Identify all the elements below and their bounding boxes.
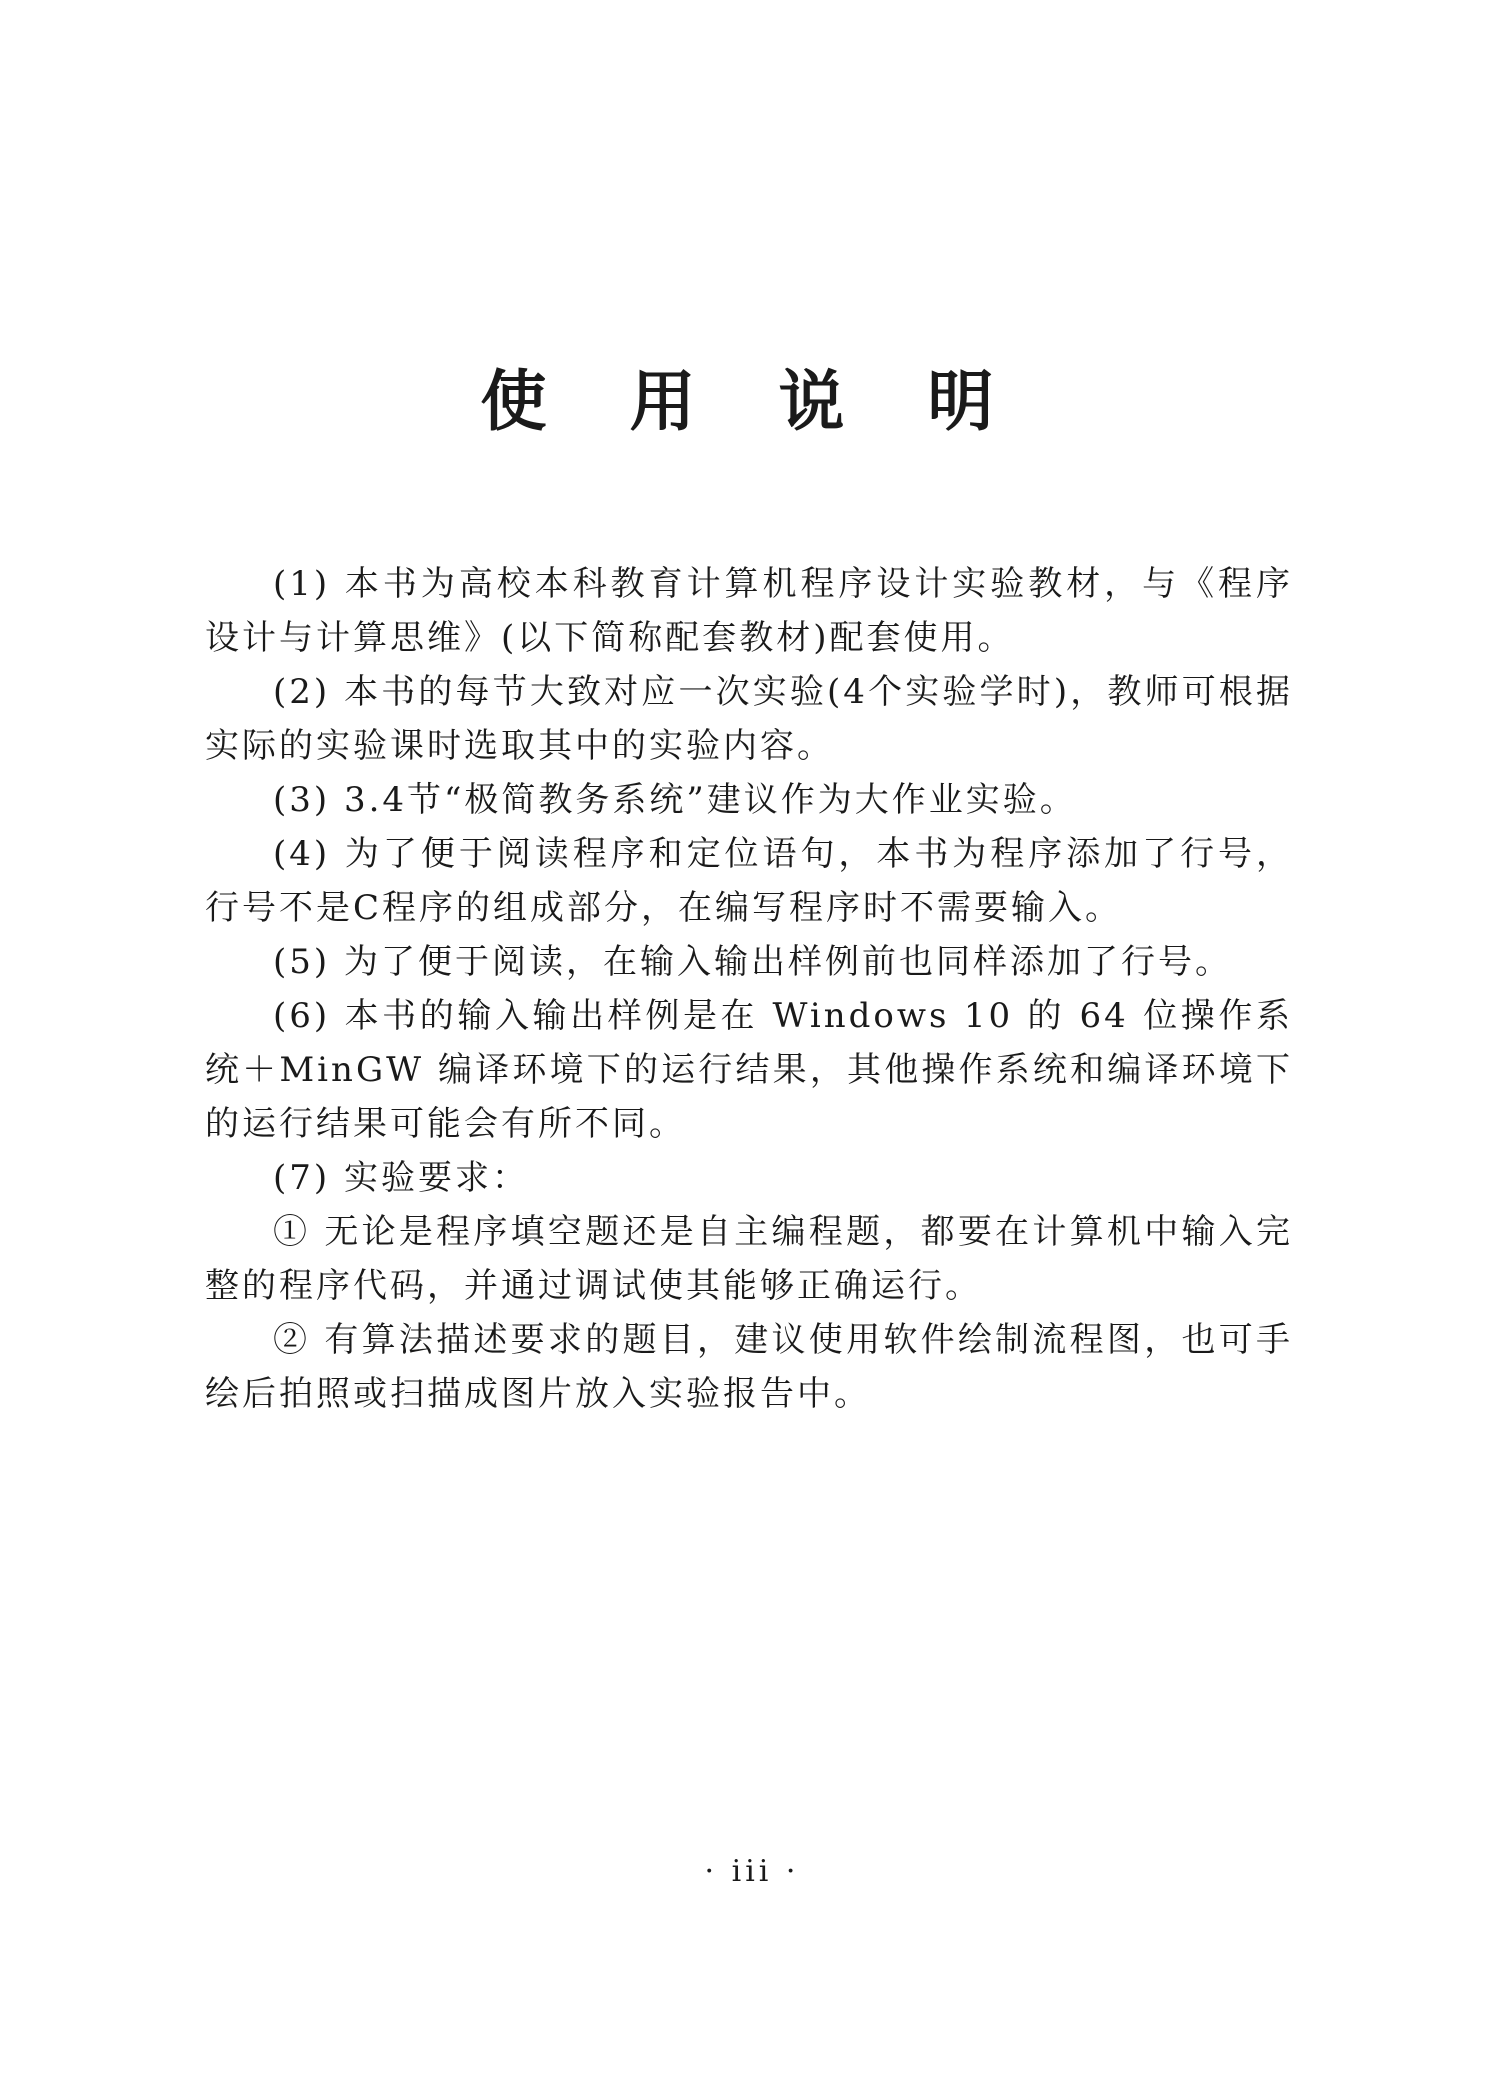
paragraph-5: (5) 为了便于阅读，在输入输出样例前也同样添加了行号。 [273, 942, 1232, 982]
paragraph-3: (3) 3.4节“极简教务系统”建议作为大作业实验。 [273, 780, 1077, 820]
instructions-body [205, 557, 1293, 1421]
paragraph-7-item-2: ② 有算法描述要求的题目，建议使用软件绘制流程图，也可手绘后拍照或扫描成图片放入实验报告中。 [205, 1320, 1293, 1414]
paragraph-4: (4) 为了便于阅读程序和定位语句，本书为程序添加了行号，行号不是C程序的组成部分，在编写程序时不需要输入。 [205, 834, 1293, 928]
paragraph-7-item-1: ① 无论是程序填空题还是自主编程题，都要在计算机中输入完整的程序代码，并通过调试使其能够正确运行。 [205, 1212, 1293, 1306]
page-number: · iii · [704, 1854, 800, 1889]
paragraph-1: (1) 本书为高校本科教育计算机程序设计实验教材，与《程序设计与计算思维》(以下简称配套教材)配套使用。 [205, 564, 1293, 658]
page-title: 使 用 说 明 [480, 363, 1024, 440]
paragraph-2: (2) 本书的每节大致对应一次实验(4个实验学时)，教师可根据实际的实验课时选取其中的实验内容。 [205, 672, 1293, 766]
paragraph-7: (7) 实验要求： [273, 1158, 529, 1198]
paragraph-6: (6) 本书的输入输出样例是在 Windows 10 的 64 位操作系统＋MinGW 编译环境下的运行结果，其他操作系统和编译环境下的运行结果可能会有所不同。 [205, 996, 1293, 1144]
